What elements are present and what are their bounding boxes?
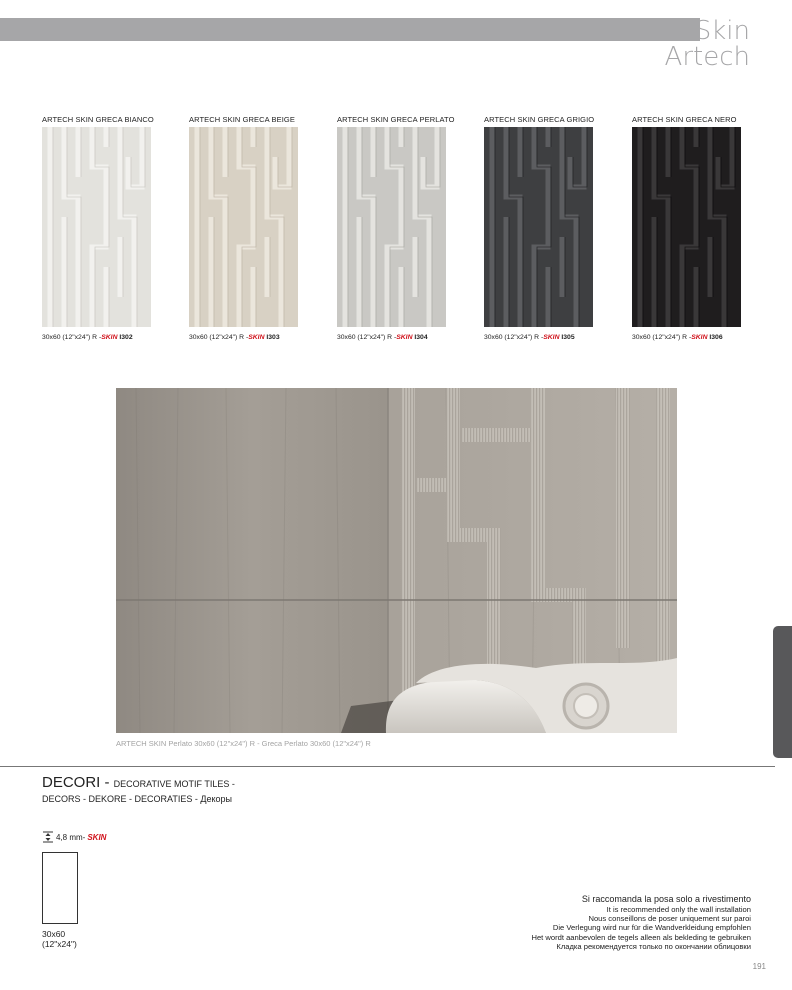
- tile-name: ARTECH SKIN GRECA BEIGE: [189, 115, 295, 124]
- note-line: Het wordt aanbevolen de tegels alleen als bekleding te gebruiken: [531, 932, 751, 942]
- note-line: It is recommended only the wall installation: [606, 905, 751, 914]
- photo-caption: ARTECH SKIN Perlato 30x60 (12"x24") R - Greca Perlato 30x60 (12"x24") R: [116, 739, 371, 748]
- tile-size: 30x60 (12"x24") R -: [484, 334, 544, 341]
- tile-grigio: [484, 115, 608, 341]
- tile-size: 30x60 (12"x24") R -: [632, 334, 692, 341]
- tile-number: I302: [119, 334, 133, 341]
- note-line: Nous conseillons de poser uniquement sur paroi: [588, 914, 751, 924]
- header-title-line1: Skin: [694, 16, 750, 46]
- tile-code: [484, 334, 608, 341]
- thickness-value: 4,8 mm-: [56, 832, 86, 842]
- tile-code: [42, 334, 166, 341]
- decori-subtitle: DECORS - DEKORE - DECORATIES - Декоры: [42, 794, 232, 804]
- ambient-photo: [116, 388, 677, 733]
- tile-code: [337, 334, 461, 341]
- tile-image: [632, 127, 741, 327]
- note-line: Die Verlegung wird nur für die Wandverkleidung empfohlen: [552, 923, 751, 933]
- tile-nero: [632, 115, 756, 341]
- header-title: [665, 18, 750, 70]
- format-line2: (12"x24"): [42, 939, 77, 949]
- tile-bianco: [42, 115, 166, 341]
- tile-number: I303: [266, 334, 280, 341]
- tile-size: 30x60 (12"x24") R -: [42, 334, 102, 341]
- tile-name: ARTECH SKIN GRECA NERO: [632, 115, 737, 124]
- tile-size: 30x60 (12"x24") R -: [189, 334, 249, 341]
- tile-image: [484, 127, 593, 327]
- tile-number: I305: [561, 334, 575, 341]
- ambient-photo-drawing: [116, 388, 677, 733]
- skin-logo: SKIN: [87, 832, 107, 842]
- skin-logo: SKIN: [691, 334, 708, 341]
- tile-perlato: [337, 115, 461, 341]
- skin-logo: SKIN: [101, 334, 118, 341]
- tile-size: 30x60 (12"x24") R -: [337, 334, 397, 341]
- skin-logo: SKIN: [396, 334, 413, 341]
- installation-notes: [531, 894, 751, 951]
- greca-pattern: [484, 127, 593, 327]
- side-tab: [773, 626, 792, 758]
- format-icon: [42, 852, 78, 924]
- thickness-info: [42, 831, 106, 843]
- note-line: Si raccomanda la posa solo a rivestimento: [581, 894, 751, 904]
- greca-pattern: [337, 127, 446, 327]
- tile-code: [632, 334, 756, 341]
- tile-name: ARTECH SKIN GRECA BIANCO: [42, 115, 154, 124]
- tile-name: ARTECH SKIN GRECA GRIGIO: [484, 115, 595, 124]
- note-line: Кладка рекомендуется только по окончании облицовки: [556, 941, 751, 951]
- decori-title-sub: DECORATIVE MOTIF TILES -: [113, 779, 235, 789]
- skin-logo: SKIN: [543, 334, 560, 341]
- header-title-line2: Artech: [664, 42, 750, 72]
- skin-logo: SKIN: [248, 334, 265, 341]
- tile-image: [42, 127, 151, 327]
- decori-title-main: DECORI -: [42, 774, 114, 791]
- tile-code: [189, 334, 313, 341]
- tile-image: [189, 127, 298, 327]
- tile-number: I304: [414, 334, 428, 341]
- header-bar: [0, 18, 700, 41]
- tile-number: I306: [709, 334, 723, 341]
- page-number: 191: [752, 962, 766, 971]
- greca-pattern: [42, 127, 151, 327]
- greca-pattern: [189, 127, 298, 327]
- format-label: [42, 929, 77, 949]
- greca-pattern: [632, 127, 741, 327]
- format-line1: 30x60: [42, 929, 66, 939]
- tile-beige: [189, 115, 313, 341]
- tile-name: ARTECH SKIN GRECA PERLATO: [337, 115, 455, 124]
- thickness-icon: [42, 831, 54, 843]
- decori-title: [42, 774, 235, 791]
- tile-image: [337, 127, 446, 327]
- section-divider: [0, 766, 775, 767]
